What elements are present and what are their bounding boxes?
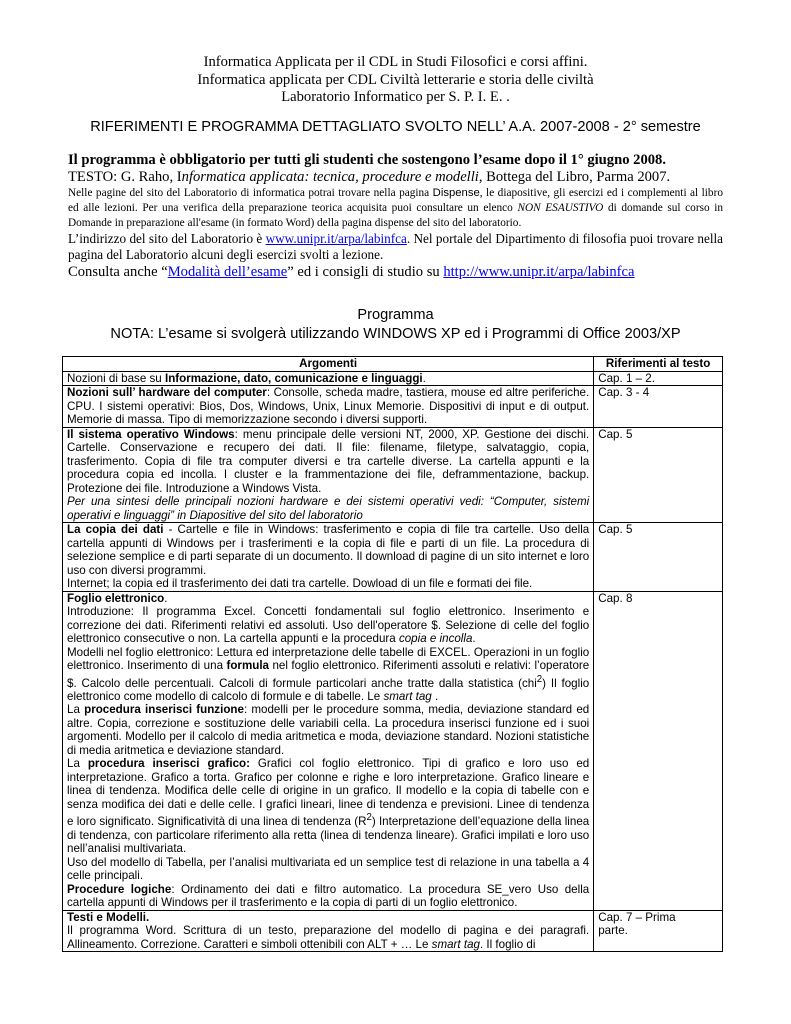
exam-mode-link[interactable]: Modalità dell’esame	[167, 264, 288, 280]
programma-heading	[0, 306, 791, 344]
table-row	[63, 427, 723, 523]
textbook-prefix: TESTO: G. Raho, I	[68, 169, 182, 185]
reference-cell: Cap. 1 – 2.	[594, 371, 723, 386]
topic-cell: Nozioni di base su Informazione, dato, comunicazione e linguaggi.	[63, 371, 594, 386]
topic-cell: La copia dei dati - Cartelle e file in Windows: trasferimento e copia di file tra cartelle. Uso della cartella appunti di Windows per i trasferimenti e la copia di file e parti di un file. La procedura di selezione semplice e di parti separate di un documento. Il download di pagine di un sito internet e loro uso con diversi programmi. Internet; la copia ed il trasferimento dei dati tra cartelle. Dowload di un file e formati dei file.	[63, 523, 594, 592]
table-row	[63, 371, 723, 386]
lab-site-link[interactable]: www.unipr.it/arpa/labinfca	[265, 231, 407, 246]
column-header-riferimenti: Riferimenti al testo	[594, 357, 723, 372]
non-esaustivo-label: NON ESAUSTIVO	[517, 202, 604, 214]
references-title: RIFERIMENTI E PROGRAMMA DETTAGLIATO SVOLTO NELL’ A.A. 2007-2008 - 2° semestre	[90, 119, 701, 135]
programma-title: Programma	[357, 307, 434, 323]
textbook-line	[68, 169, 723, 186]
topic-cell: Nozioni sull’ hardware del computer: Consolle, scheda madre, tastiera, mouse ed altre periferiche. CPU. I sistemi operativi: Bios, Dos, Windows, Unix, Linux Memorie. Dispositivi di input e di output. Memorie di massa. Tipo di memorizzazione secondo i diversi supporti.	[63, 386, 594, 428]
table-row	[63, 523, 723, 592]
table-header-row	[63, 357, 723, 372]
header-line-3: Laboratorio Informatico per S. P. I. E. .	[281, 89, 510, 105]
column-header-argomenti: Argomenti	[63, 357, 594, 372]
topic-cell: Testi e Modelli. Il programma Word. Scrittura di un testo, preparazione del modello di pagina e dei paragrafi. Allineamento. Correzione. Caratteri e simboli ottenibili con ALT + … Le smart tag. Il foglio di	[63, 910, 594, 952]
obligatory-notice: Il programma è obbligatorio per tutti gli studenti che sostengono l’esame dopo il 1° giugno 2008.	[68, 152, 666, 168]
reference-cell: Cap. 7 – Prima parte.	[594, 910, 723, 952]
site-address: L’indirizzo del sito del Laboratorio è www.unipr.it/arpa/labinfca. Nel portale del Dipartimento di filosofia puoi trovare nella pagina del Laboratorio alcuni degli esercizi svolti a lezione.	[68, 231, 724, 262]
header-line-1: Informatica Applicata per il CDL in Studi Filosofici e corsi affini.	[203, 54, 588, 70]
table-row	[63, 386, 723, 428]
reference-cell: Cap. 5	[594, 427, 723, 523]
dispense-label: Dispense	[432, 187, 480, 199]
topic-cell: Il sistema operativo Windows: menu principale delle versioni NT, 2000, XP. Gestione dei dischi. Cartelle. Conservazione e recupero dei dati. Il file: filename, filetype, salvataggio, copia, trasferimento. Copia di file tra computer diversi e tra cartelle diverse. La cartella appunti e la procedura copia ed incolla. I cluster e la frammentazione dei file, deframmentazione, backup. Protezione dei file. Introduzione a Windows Vista. Per una sintesi delle principali nozioni hardware e dei sistemi operativi vedi: “Computer, sistemi operativi e linguaggi” in Diapositive del sito del laboratorio	[63, 427, 594, 523]
study-tips-link[interactable]: http://www.unipr.it/arpa/labinfca	[443, 264, 635, 280]
consulta-line: Consulta anche “Modalità dell’esame” ed i consigli di studio su http://www.unipr.it/arpa/labinfca	[68, 264, 635, 280]
table-row	[63, 591, 723, 910]
site-note: Nelle pagine del sito del Laboratorio di informatica potrai trovare nella pagina Dispense, le diapositive, gli esercizi ed i complementi al libro ed alle lezioni. Per una verifica della preparazione teorica acquisita puoi consultare un elenco NON ESAUSTIVO di domande sul corso in Domande in preparazione all'esame (in formato Word) della pagina dispense del sito del laboratorio.	[68, 187, 724, 229]
reference-cell: Cap. 3 - 4	[594, 386, 723, 428]
textbook-title: nformatica applicata: tecnica, procedure e modelli	[181, 169, 479, 185]
programma-note: NOTA: L’esame si svolgerà utilizzando WINDOWS XP ed i Programmi di Office 2003/XP	[110, 326, 681, 342]
table-row	[63, 910, 723, 952]
reference-cell: Cap. 5	[594, 523, 723, 592]
intro-section	[68, 152, 723, 281]
course-header	[0, 54, 791, 107]
header-line-2: Informatica applicata per CDL Civiltà letterarie e storia delle civiltà	[197, 71, 594, 88]
reference-cell: Cap. 8	[594, 591, 723, 910]
topic-cell: Foglio elettronico. Introduzione: Il programma Excel. Concetti fondamentali sul foglio elettronico. Inserimento e correzione dei dati. Riferimenti relativi ed assoluti. Uso dell'operatore $. Selezione di celle del foglio elettronico consecutive o non. La cartella appunti e la procedura copia e incolla. Modelli nel foglio elettronico: Lettura ed interpretazione delle tabelle di EXCEL. Operazioni in un foglio elettronico. Inserimento di una formula nel foglio elettronico. Riferimenti assoluti e relativi: l’operatore $. Calcolo delle percentuali. Calcoli di formule particolari anche tratte dalla statistica (chi$^2$) Il foglio elettronico come modello di calcolo di formule e di tabelle. Le smart tag . La procedura inserisci funzione: modelli per le procedure somma, media, deviazione standard ed altre. Copia, correzione e sostituzione delle variabili cella. La procedura inserisci funzione ed i suoi argomenti. Modello per il calcolo di media aritmetica e moda, deviazione standard. Nozioni statistiche di media aritmetica e deviazione standard. La procedura inserisci grafico: Grafici col foglio elettronico. Tipi di grafico e loro uso ed interpretazione. Grafico a torta. Grafico per colonne e righe e loro interpretazione. Grafico lineare e linea di tendenza. Modifica delle celle di origine in un grafico. Il modello e la copia di tabelle con e senza modifica dei dati e delle celle. I grafici lineari, linee di tendenza e previsioni. Linee di tendenza e loro significato. Significatività di una linea di tendenza $(R^2)$ Interpretazione dell’equazione della linea di tendenza, con particolare riferimento alla retta (linea di tendenza lineare). Grafici impilati e loro uso nell’analisi multivariata. Uso del modello di Tabella, per l’analisi multivariata ed un semplice test di relazione in una tabella a 4 celle principali. Procedure logiche: Ordinamento dei dati e filtro automatico. La procedura SE_vero Uso della cartella appunti di Windows per il trasferimento e la copia di parti di un foglio elettronico.	[63, 591, 594, 910]
program-table	[62, 356, 723, 952]
textbook-publisher: , Bottega del Libro, Parma 2007.	[478, 169, 671, 185]
